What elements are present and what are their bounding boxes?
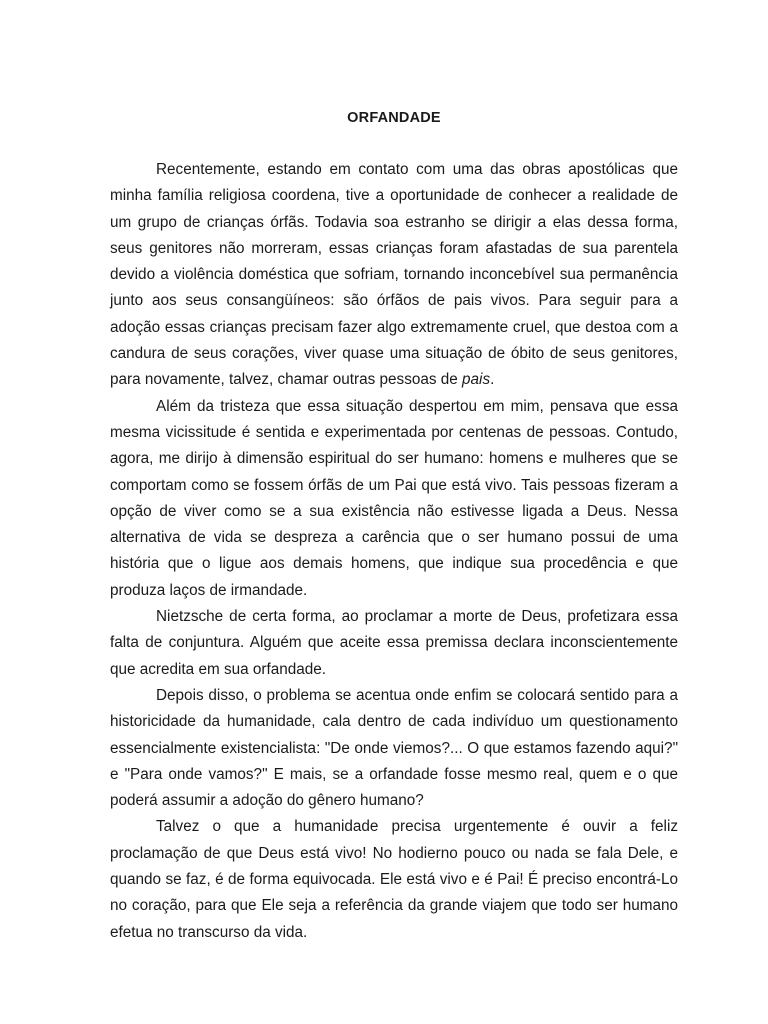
paragraph-3: Nietzsche de certa forma, ao proclamar a morte de Deus, profetizara essa falta de conjuntura. Alguém que aceite essa premissa declara inconscientemente que acredita em sua orfandade. <box>110 608 678 678</box>
paragraph-1 <box>110 157 678 394</box>
document-title: ORFANDADE <box>347 110 441 126</box>
paragraph-2: Além da tristeza que essa situação despertou em mim, pensava que essa mesma vicissitude é sentida e experimentada por centenas de pessoas. Contudo, agora, me dirijo à dimensão espiritual do ser humano: homens e mulheres que se comportam como se fossem órfãs de um Pai que está vivo. Tais pessoas fizeram a opção de viver como se a sua existência não estivesse ligada a Deus. Nessa alternativa de vida se despreza a carência que o ser humano possui de uma história que o ligue aos demais homens, que indique sua procedência e que produza laços de irmandade. <box>110 397 678 599</box>
document-page <box>110 108 678 946</box>
paragraph-5: Talvez o que a humanidade precisa urgentemente é ouvir a feliz proclamação de que Deus está vivo! No hodierno pouco ou nada se fala Dele, e quando se faz, é de forma equivocada. Ele está vivo e é Pai! É preciso encontrá-Lo no coração, para que Ele seja a referência da grande viajem que todo ser humano efetua no transcurso da vida. <box>110 818 678 941</box>
paragraph-1-tail: . <box>490 371 495 389</box>
paragraph-1-italic-word: pais <box>462 371 491 389</box>
paragraph-1-text: Recentemente, estando em contato com uma das obras apostólicas que minha família religiosa coordena, tive a oportunidade de conhecer a realidade de um grupo de crianças órfãs. Todavia soa estranho se dirigir a elas dessa forma, seus genitores não morreram, essas crianças foram afastadas de sua parentela devido a violência doméstica que sofriam, tornando inconcebível sua permanência junto aos seus consangüíneos: são órfãos de pais vivos. Para seguir para a adoção essas crianças precisam fazer algo extremamente cruel, que destoa com a candura de seus corações, viver quase uma situação de óbito de seus genitores, para novamente, talvez, chamar outras pessoas de <box>110 161 678 389</box>
paragraph-4: Depois disso, o problema se acentua onde enfim se colocará sentido para a historicidade da humanidade, cala dentro de cada indivíduo um questionamento essencialmente existencialista: "De onde viemos?... O que estamos fazendo aqui?" e "Para onde vamos?" E mais, se a orfandade fosse mesmo real, quem e o que poderá assumir a adoção do gênero humano? <box>110 686 678 810</box>
